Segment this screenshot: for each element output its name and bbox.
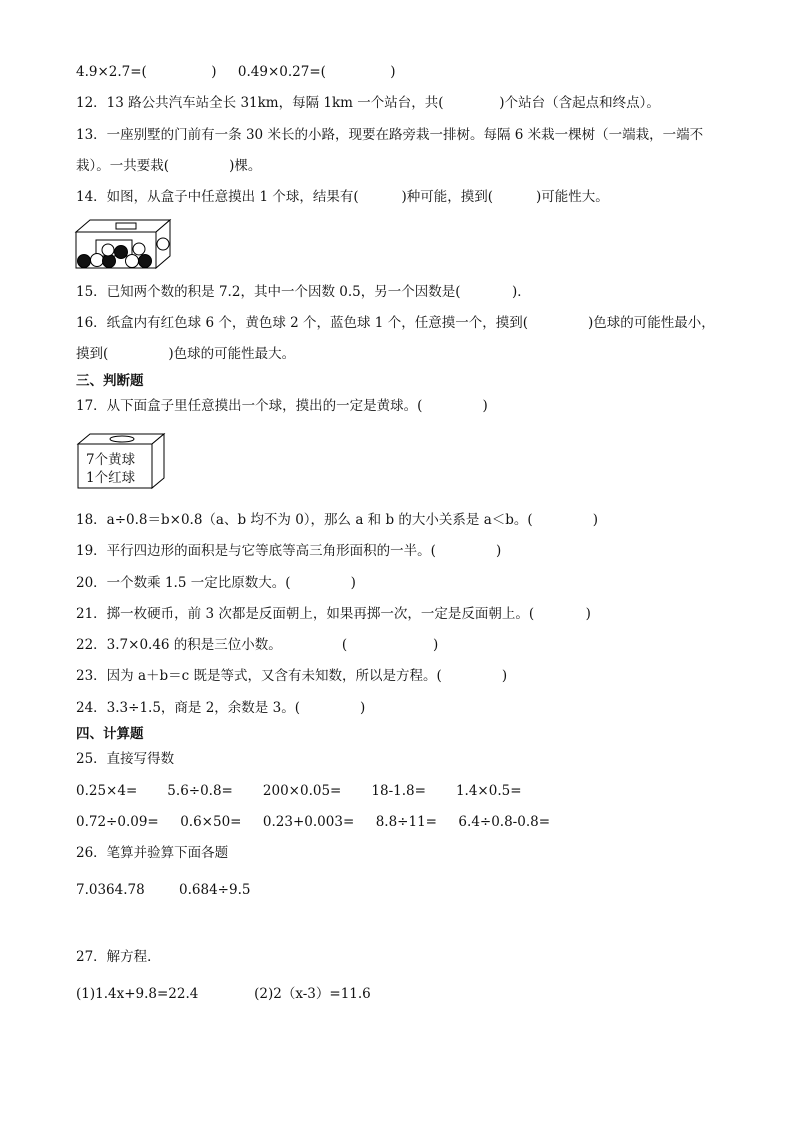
- section-4-heading: 四、计算题: [76, 726, 144, 742]
- q12-line: 12．13 路公共汽车站全长 31km，每隔 1km 一个站台，共( )个站台（含起点和终点）。: [76, 95, 660, 111]
- box-text-yellow: 7个黄球: [86, 452, 136, 468]
- q13-line-b: 栽）。一共要栽( )棵。: [76, 158, 262, 174]
- q11-line: 4.9×2.7=( ) 0.49×0.27=( ): [76, 64, 396, 80]
- section-3-heading: 三、判断题: [76, 373, 144, 389]
- q14-line: 14．如图，从盒子中任意摸出 1 个球，结果有( )种可能，摸到( )可能性大。: [76, 189, 609, 205]
- q19-line: 19．平行四边形的面积是与它等底等高三角形面积的一半。( ): [76, 543, 502, 559]
- q18-line: 18．a÷0.8＝b×0.8（a、b 均不为 0），那么 a 和 b 的大小关系是 a＜b。( ): [76, 512, 598, 528]
- calc-row-1: 0.25×4= 5.6÷0.8= 200×0.05= 18-1.8= 1.4×0.5=: [76, 783, 522, 799]
- q25-line: 25．直接写得数: [76, 751, 175, 767]
- q13-line-a: 13．一座别墅的门前有一条 30 米长的小路，现要在路旁栽一排树。每隔 6 米栽一棵树（一端栽，一端不: [76, 127, 704, 143]
- q21-line: 21．掷一枚硬币，前 3 次都是反面朝上，如果再掷一次，一定是反面朝上。( ): [76, 606, 591, 622]
- q17-line: 17．从下面盒子里任意摸出一个球，摸出的一定是黄球。( ): [76, 398, 488, 414]
- box-text-red: 1个红球: [86, 470, 136, 486]
- ball-box-figure: [74, 218, 174, 272]
- q27-line: 27．解方程．: [76, 949, 161, 965]
- q23-line: 23．因为 a＋b＝c 既是等式，又含有未知数，所以是方程。( ): [76, 668, 508, 684]
- q20-line: 20．一个数乘 1.5 一定比原数大。( ): [76, 575, 356, 591]
- q16-line-a: 16．纸盒内有红色球 6 个，黄色球 2 个，蓝色球 1 个，任意摸一个，摸到( )色球的可能性最小，: [76, 315, 715, 331]
- calc-row-3: 7.0364.78 0.684÷9.5: [76, 882, 251, 898]
- q26-line: 26．笔算并验算下面各题: [76, 845, 229, 861]
- q22-line: 22．3.7×0.46 的积是三位小数。 ( ): [76, 637, 439, 653]
- calc-row-2: 0.72÷0.09= 0.6×50= 0.23+0.003= 8.8÷11= 6.4÷0.8-0.8=: [76, 814, 551, 830]
- q15-line: 15．已知两个数的积是 7.2，其中一个因数 0.5，另一个因数是( )．: [76, 284, 531, 300]
- q16-line-b: 摸到( )色球的可能性最大。: [76, 346, 296, 362]
- equation-row: (1)1.4x+9.8=22.4 (2)2（x-3）=11.6: [76, 986, 371, 1002]
- q24-line: 24．3.3÷1.5，商是 2，余数是 3。( ): [76, 700, 366, 716]
